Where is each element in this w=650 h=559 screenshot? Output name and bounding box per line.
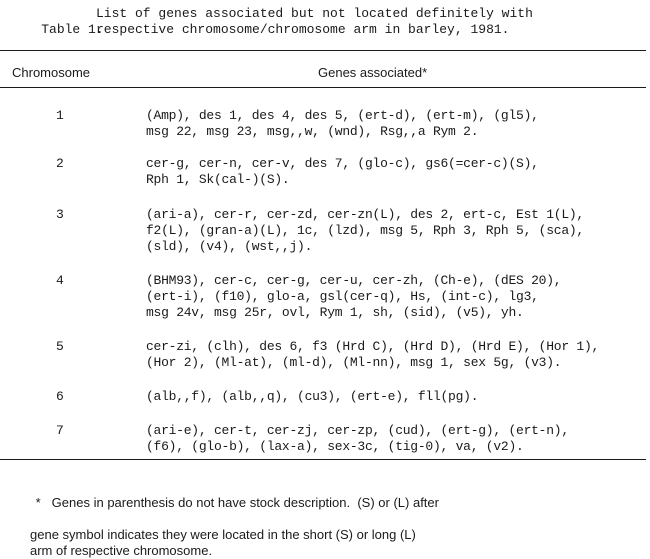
table-caption-line-1: List of genes associated but not located definitely with bbox=[96, 6, 533, 21]
gene-list bbox=[146, 156, 646, 188]
chromosome-number: 5 bbox=[56, 339, 64, 354]
chromosome-number: 7 bbox=[56, 423, 64, 438]
gene-list-line: (alb,,f), (alb,,q), (cu3), (ert-e), fll(pg). bbox=[146, 389, 479, 404]
column-header-genes: Genes associated* bbox=[318, 65, 428, 80]
gene-list-line: (ari-e), cer-t, cer-zj, cer-zp, (cud), (ert-g), (ert-n), bbox=[146, 423, 569, 438]
gene-list-line: cer-zi, (clh), des 6, f3 (Hrd C), (Hrd D), (Hrd E), (Hor 1), bbox=[146, 339, 600, 354]
footnote-line-2: gene symbol indicates they were located in the short (S) or long (L) bbox=[30, 527, 416, 542]
gene-list-line: Rph 1, Sk(cal-)(S). bbox=[146, 172, 290, 187]
chromosome-number: 4 bbox=[56, 273, 64, 288]
table-caption-label: Table 1. bbox=[41, 22, 104, 37]
table-caption-line-2: respective chromosome/chromosome arm in barley, 1981. bbox=[96, 22, 510, 37]
table-top-rule bbox=[0, 50, 646, 51]
gene-list bbox=[146, 423, 646, 455]
chromosome-number: 1 bbox=[56, 108, 64, 123]
footnote-line-3: arm of respective chromosome. bbox=[30, 543, 213, 558]
gene-list-line: (Amp), des 1, des 4, des 5, (ert-d), (ert-m), (gl5), bbox=[146, 108, 539, 123]
gene-list-line: (ari-a), cer-r, cer-zd, cer-zn(L), des 2, ert-c, Est 1(L), bbox=[146, 207, 584, 222]
footnote-line-1: Genes in parenthesis do not have stock description. (S) or (L) after bbox=[51, 495, 439, 510]
table-bottom-rule bbox=[0, 459, 646, 460]
chromosome-number: 6 bbox=[56, 389, 64, 404]
chromosome-number: 2 bbox=[56, 156, 64, 171]
table-footnote bbox=[14, 479, 634, 559]
gene-list-line: (f6), (glo-b), (lax-a), sex-3c, (tig-0), va, (v2). bbox=[146, 439, 524, 454]
gene-list bbox=[146, 389, 646, 405]
table-header-rule bbox=[0, 87, 646, 88]
footnote-marker: * bbox=[35, 495, 41, 510]
gene-list bbox=[146, 207, 646, 255]
gene-list-line: msg 22, msg 23, msg,,w, (wnd), Rsg,,a Rym 2. bbox=[146, 124, 479, 139]
chromosome-number: 3 bbox=[56, 207, 64, 222]
gene-list-line: msg 24v, msg 25r, ovl, Rym 1, sh, (sid), (v5), yh. bbox=[146, 305, 524, 320]
gene-list-line: (sld), (v4), (wst,,j). bbox=[146, 239, 313, 254]
gene-list-line: f2(L), (gran-a)(L), 1c, (lzd), msg 5, Rph 3, Rph 5, (sca), bbox=[146, 223, 584, 238]
gene-list-line: (ert-i), (f10), glo-a, gsl(cer-q), Hs, (int-c), lg3, bbox=[146, 289, 539, 304]
gene-list-line: cer-g, cer-n, cer-v, des 7, (glo-c), gs6(=cer-c)(S), bbox=[146, 156, 539, 171]
gene-list bbox=[146, 273, 646, 321]
gene-list bbox=[146, 339, 646, 371]
gene-list-line: (BHM93), cer-c, cer-g, cer-u, cer-zh, (Ch-e), (dES 20), bbox=[146, 273, 562, 288]
gene-list bbox=[146, 108, 646, 140]
gene-list-line: (Hor 2), (Ml-at), (ml-d), (Ml-nn), msg 1, sex 5g, (v3). bbox=[146, 355, 562, 370]
column-header-chromosome: Chromosome bbox=[12, 65, 91, 80]
